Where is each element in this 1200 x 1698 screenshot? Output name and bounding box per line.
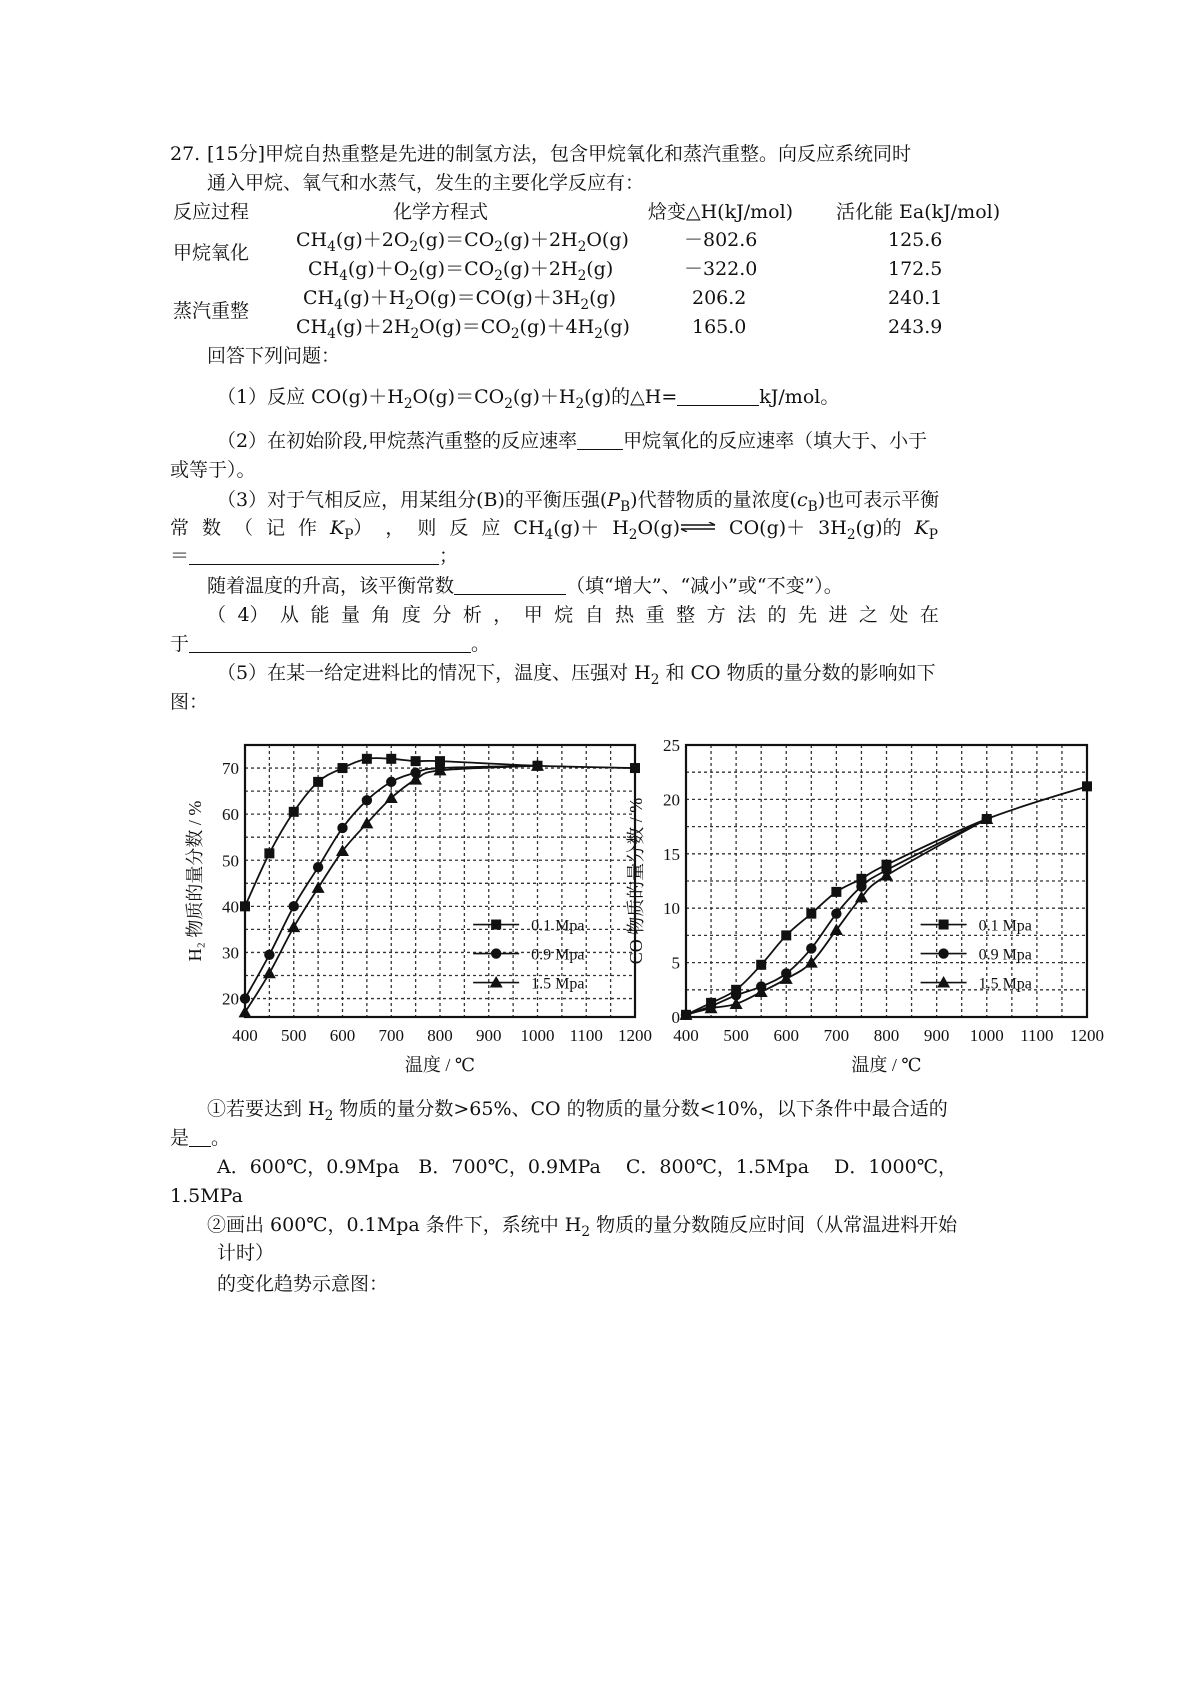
equation-3: $CH_4(g)+H_2O(g)=CO(g)+3H_2(g)$ <box>303 287 617 313</box>
q4-char: 度 <box>401 604 421 626</box>
co-y-tick-label: 25 <box>663 736 680 755</box>
h2-x-tick-label: 1100 <box>569 1026 603 1045</box>
q1-unit: kJ/mol。 <box>759 386 840 408</box>
co-legend-label: 0.1 Mpa <box>978 917 1032 935</box>
q3-text-after: （填“增大”、“减小”或“不变”）。 <box>566 575 843 597</box>
q4-char: 析 <box>462 604 482 626</box>
q4-char: 重 <box>645 604 665 626</box>
sub1-text: 是 <box>170 1127 190 1149</box>
table-header-activation: 活化能 Ea(kJ/mol) <box>836 201 1001 223</box>
h2-data-point <box>337 823 347 833</box>
group-methane-oxidation: 甲烷氧化 <box>173 242 250 264</box>
q4-char: 的 <box>767 604 787 626</box>
q2-answer-blank[interactable] <box>577 430 623 450</box>
h2-data-point <box>263 967 276 979</box>
q4-char: 甲 <box>523 604 543 626</box>
co-data-point <box>856 881 866 891</box>
q1-line <box>217 386 839 413</box>
h2-data-point <box>386 754 396 764</box>
h2-data-point <box>289 901 299 911</box>
sub1-options: A．600℃，0.9Mpa B．700℃，0.9MPa C．800℃，1.5Mpa D．1000℃， <box>217 1156 957 1178</box>
q3-word: 数 <box>202 517 222 539</box>
q3-word: ， <box>385 517 405 539</box>
equation-1: $CH_4(g)+2O_2(g)=CO_2(g)+2H_2O(g)$ <box>296 229 629 255</box>
q2-text-after: 甲烷氧化的反应速率（填大于、小于 <box>623 430 928 452</box>
co-x-tick-label: 600 <box>773 1026 799 1045</box>
co-data-point <box>806 909 816 919</box>
q4-char: ， <box>493 604 513 626</box>
q3-word: 常 <box>170 517 190 539</box>
enthalpy-4: 165.0 <box>692 316 747 338</box>
sub1-line1: ①若要达到 $H_2$ 物质的量分数>65%、CO 的物质的量分数<10%，以下条件中最合适的 <box>207 1098 948 1124</box>
h2-data-point <box>362 795 372 805</box>
h2-x-tick-label: 600 <box>329 1026 356 1045</box>
h2-data-point <box>264 950 274 960</box>
q2-line2: 或等于）。 <box>170 459 256 481</box>
co-data-point <box>1082 781 1092 791</box>
equation-4: $CH_4(g)+2H_2O(g)=CO_2(g)+4H_2(g)$ <box>296 316 630 342</box>
q3-word: 反 <box>449 517 469 539</box>
q4-char: 4） <box>237 604 269 626</box>
h2-data-point <box>411 756 421 766</box>
h2-data-point <box>240 993 250 1003</box>
h2-x-tick-label: 500 <box>281 1026 307 1045</box>
h2-fraction-chart <box>170 735 650 1085</box>
q3-line1: （3）对于气相反应，用某组分(B)的平衡压强$(P_B)$代替物质的量浓度$(c_B)$也可表示平衡 <box>217 489 940 515</box>
q3-word: $K_P$ <box>914 517 938 543</box>
q5-line1: （5）在某一给定进料比的情况下，温度、压强对 $H_2$ 和 CO 物质的量分数的影响如下 <box>217 662 936 688</box>
q3-word: CO(g)＋ <box>729 517 806 539</box>
h2-y-axis-label: H₂ 物质的量分数 / % <box>185 800 205 962</box>
q3-word: $CH_4(g)+$ <box>513 517 600 543</box>
q4-char: 进 <box>828 604 848 626</box>
q3-word: $K_P$） <box>330 517 373 543</box>
q4-line1 <box>207 604 939 628</box>
co-x-tick-label: 1200 <box>1070 1026 1104 1045</box>
q4-line2 <box>170 633 490 657</box>
q5-line2: 图： <box>170 691 209 713</box>
h2-data-point <box>264 848 274 858</box>
q4-char: 方 <box>706 604 726 626</box>
q3-text: 随着温度的升高，该平衡常数 <box>207 575 455 597</box>
group-steam-reforming: 蒸汽重整 <box>173 300 250 322</box>
h2-legend-marker <box>491 948 501 958</box>
q4-char: 自 <box>584 604 604 626</box>
h2-data-point <box>239 1006 252 1018</box>
h2-y-tick-label: 70 <box>222 759 239 779</box>
co-y-tick-label: 10 <box>663 899 680 919</box>
co-data-point <box>831 887 841 897</box>
h2-legend-item <box>473 918 584 935</box>
co-x-tick-label: 800 <box>873 1026 900 1045</box>
table-header-equation: 化学方程式 <box>393 201 489 223</box>
q4-char: 热 <box>615 604 635 626</box>
co-x-tick-label: 1000 <box>969 1026 1004 1045</box>
equilibrium-arrow-icon <box>680 522 716 532</box>
enthalpy-2: －322.0 <box>684 258 758 280</box>
q4-char: 之 <box>858 604 878 626</box>
equation-2: $CH_4(g)+O_2(g)=CO_2(g)+2H_2(g)$ <box>308 258 614 284</box>
sub1-period: 。 <box>211 1127 231 1149</box>
co-y-tick-label: 15 <box>663 844 680 864</box>
q3-line4 <box>207 575 843 599</box>
q4-answer-blank[interactable] <box>189 633 471 653</box>
q4-char: 烷 <box>554 604 574 626</box>
enthalpy-3: 206.2 <box>692 287 747 309</box>
q4-char: 从 <box>280 604 300 626</box>
h2-legend-item <box>473 976 584 993</box>
q3-word: $H_2O(g)$ <box>612 517 716 544</box>
co-legend-label: 0.9 Mpa <box>978 946 1032 964</box>
h2-legend-label: 1.5 Mpa <box>531 975 585 993</box>
co-y-axis-label: CO 物质的量分数 / % <box>626 797 646 965</box>
q4-char: 能 <box>310 604 330 626</box>
h2-data-point <box>240 901 250 911</box>
q3-equals: ＝ <box>170 545 190 567</box>
activation-2: 172.5 <box>888 258 943 280</box>
sub2-line2: 计时） <box>217 1242 275 1264</box>
co-x-tick-label: 400 <box>673 1026 699 1045</box>
co-legend-marker <box>939 920 949 930</box>
h2-x-axis-label: 温度 / ℃ <box>404 1055 476 1075</box>
co-x-tick-label: 700 <box>823 1026 850 1045</box>
q4-char: （ <box>207 604 227 626</box>
q3-semicolon: ； <box>439 545 459 567</box>
q4-char: 法 <box>737 604 757 626</box>
q3-line2 <box>170 517 938 544</box>
h2-y-tick-label: 30 <box>222 943 239 963</box>
q4-char: 角 <box>371 604 391 626</box>
sub2-line3: 的变化趋势示意图： <box>217 1273 389 1295</box>
q3-kp-answer-blank[interactable] <box>189 545 439 565</box>
enthalpy-1: －802.6 <box>684 229 758 251</box>
question-intro-line1: [15分]甲烷自热重整是先进的制氢方法，包含甲烷氧化和蒸汽重整。向反应系统同时 <box>207 143 912 165</box>
h2-data-point <box>362 754 372 764</box>
h2-series-triangle <box>239 759 545 1017</box>
q4-char: 先 <box>797 604 817 626</box>
h2-legend-label: 0.1 Mpa <box>531 917 585 935</box>
h2-x-tick-label: 400 <box>232 1026 258 1045</box>
co-x-tick-label: 900 <box>923 1026 950 1045</box>
co-y-tick-label: 0 <box>671 1008 680 1027</box>
answer-prompt: 回答下列问题： <box>207 345 341 367</box>
q4-char: 处 <box>889 604 909 626</box>
h2-y-tick-label: 60 <box>222 805 239 825</box>
h2-data-point <box>287 921 300 933</box>
co-fraction-chart <box>626 735 1104 1085</box>
co-y-tick-label: 5 <box>671 953 680 973</box>
h2-data-point <box>313 777 323 787</box>
co-data-point <box>831 908 841 918</box>
co-data-point <box>730 997 743 1009</box>
h2-x-tick-label: 700 <box>378 1026 404 1045</box>
q3-word: $3H_2(g)$的 <box>818 517 902 543</box>
co-y-tick-label: 20 <box>663 790 680 810</box>
q3-word: 则 <box>417 517 437 539</box>
h2-legend-marker <box>491 920 501 930</box>
q3-word: （ <box>234 517 254 539</box>
q4-char: 整 <box>676 604 696 626</box>
q2-line1 <box>217 430 927 454</box>
h2-legend-label: 0.9 Mpa <box>531 946 585 964</box>
co-x-axis-label: 温度 / ℃ <box>851 1055 922 1075</box>
question-intro-line2: 通入甲烷、氧气和水蒸气，发生的主要化学反应有： <box>207 172 645 194</box>
h2-legend-item <box>473 947 584 964</box>
activation-1: 125.6 <box>888 229 943 251</box>
activation-4: 243.9 <box>888 316 943 338</box>
co-legend-label: 1.5 Mpa <box>978 975 1032 993</box>
q3-word: 记 <box>266 517 286 539</box>
h2-data-point <box>386 777 396 787</box>
co-data-point <box>756 960 766 970</box>
co-x-tick-label: 500 <box>723 1026 749 1045</box>
h2-x-tick-label: 800 <box>427 1026 453 1045</box>
co-legend-item <box>921 918 1032 935</box>
co-x-tick-label: 1100 <box>1020 1026 1054 1045</box>
q4-text: 于 <box>170 633 190 655</box>
sub1-line2 <box>170 1127 230 1151</box>
question-number: 27. <box>170 143 201 165</box>
h2-data-point <box>289 807 299 817</box>
co-legend-marker <box>938 948 948 958</box>
activation-3: 240.1 <box>888 287 943 309</box>
h2-data-point <box>338 763 348 773</box>
q4-char: 分 <box>432 604 452 626</box>
h2-y-tick-label: 40 <box>222 897 239 917</box>
q4-char: 在 <box>919 604 939 626</box>
q3-trend-answer-blank[interactable] <box>454 575 566 595</box>
q1-text: （1）反应 $CO(g)+H_2O(g)=CO_2(g)+H_2(g)$的△H= <box>217 386 678 412</box>
h2-x-tick-label: 900 <box>476 1026 502 1045</box>
h2-x-tick-label: 1200 <box>618 1026 652 1045</box>
q2-text: （2）在初始阶段,甲烷蒸汽重整的反应速率 <box>217 430 578 452</box>
q3-line3 <box>170 545 458 569</box>
h2-x-tick-label: 1000 <box>520 1026 555 1045</box>
h2-data-point <box>313 862 323 872</box>
h2-y-tick-label: 20 <box>222 989 239 1009</box>
q3-word: 应 <box>481 517 501 539</box>
table-header-process: 反应过程 <box>173 201 250 223</box>
table-header-enthalpy: 焓变△H(kJ/mol) <box>648 201 794 223</box>
co-legend-item <box>921 947 1032 964</box>
q4-char: 量 <box>340 604 360 626</box>
co-series-circle <box>681 814 992 1020</box>
sub1-answer-blank[interactable] <box>189 1127 211 1147</box>
q1-answer-blank[interactable] <box>677 386 759 406</box>
q3-word: 作 <box>298 517 318 539</box>
h2-y-tick-label: 50 <box>222 851 239 871</box>
q4-period: 。 <box>471 633 491 655</box>
sub1-options-wrap: 1.5MPa <box>170 1185 243 1207</box>
sub2-line1: ②画出 600℃，0.1Mpa 条件下，系统中 $H_2$ 物质的量分数随反应时间（从常温进料开始 <box>207 1214 958 1240</box>
co-data-point <box>806 943 816 953</box>
co-data-point <box>781 930 791 940</box>
